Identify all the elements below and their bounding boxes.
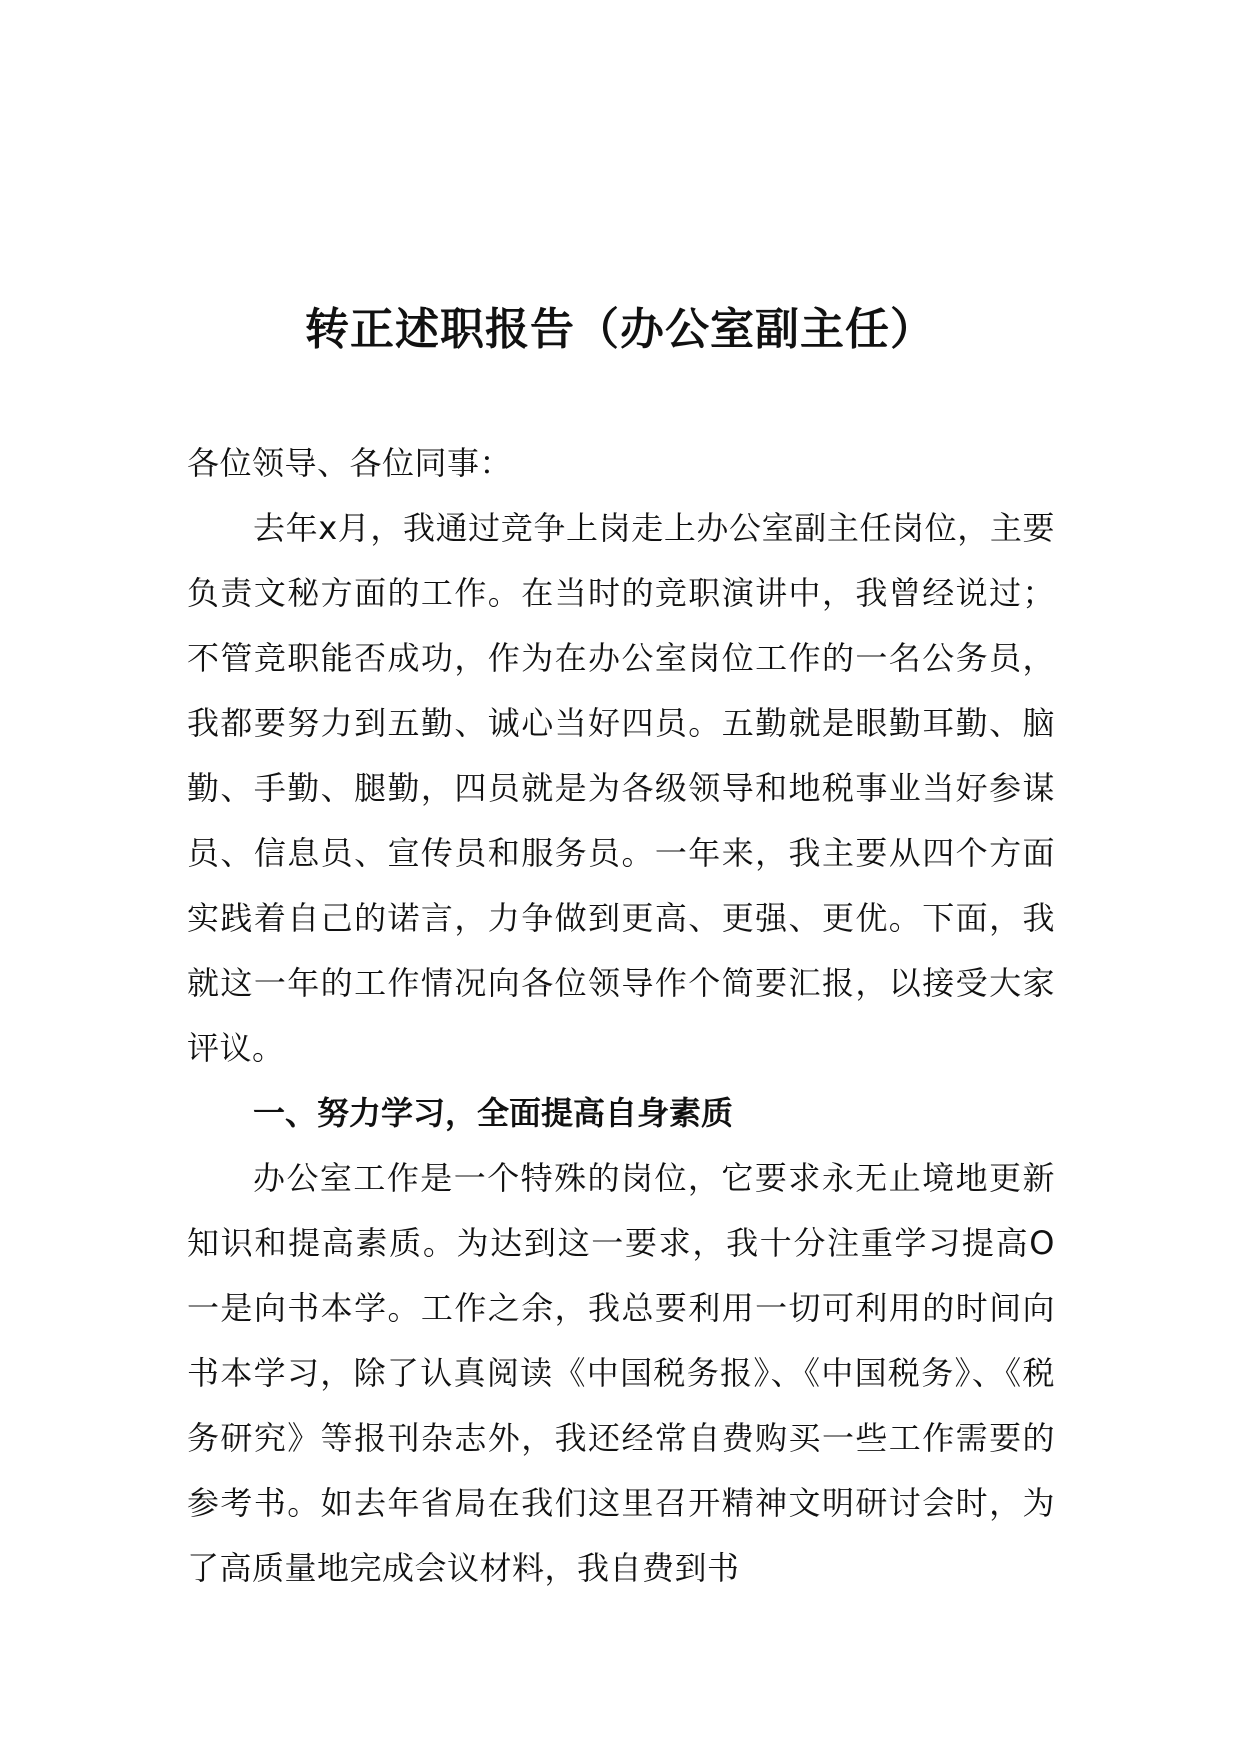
- paragraph-study: 办公室工作是一个特殊的岗位，它要求永无止境地更新知识和提高素质。为达到这一要求，我十分注重学习提高O一是向书本学。工作之余，我总要利用一切可利用的时间向书本学习，除了认真阅读《中国税务报》、《中国税务》、《税务研究》等报刊杂志外，我还经常自费购买一些工作需要的参考书。如去年省局在我们这里召开精神文明研讨会时，为了高质量地完成会议材料，我自费到书: [187, 1159, 1055, 1587]
- salutation: 各位领导、各位同事：: [187, 444, 513, 482]
- document-body: [187, 431, 1055, 1601]
- paragraph-intro: 去年x月，我通过竞争上岗走上办公室副主任岗位，主要负责文秘方面的工作。在当时的竞职演讲中，我曾经说过；不管竞职能否成功，作为在办公室岗位工作的一名公务员，我都要努力到五勤、诚心当好四员。五勤就是眼勤耳勤、脑勤、手勤、腿勤，四员就是为各级领导和地税事业当好参谋员、信息员、宣传员和服务员。一年来，我主要从四个方面实践着自己的诺言，力争做到更高、更强、更优。下面，我就这一年的工作情况向各位领导作个简要汇报，以接受大家评议。: [187, 509, 1055, 1067]
- section-heading: 一、努力学习，全面提高自身素质: [253, 1094, 734, 1132]
- document-title: 转正述职报告（办公室副主任）: [305, 304, 935, 355]
